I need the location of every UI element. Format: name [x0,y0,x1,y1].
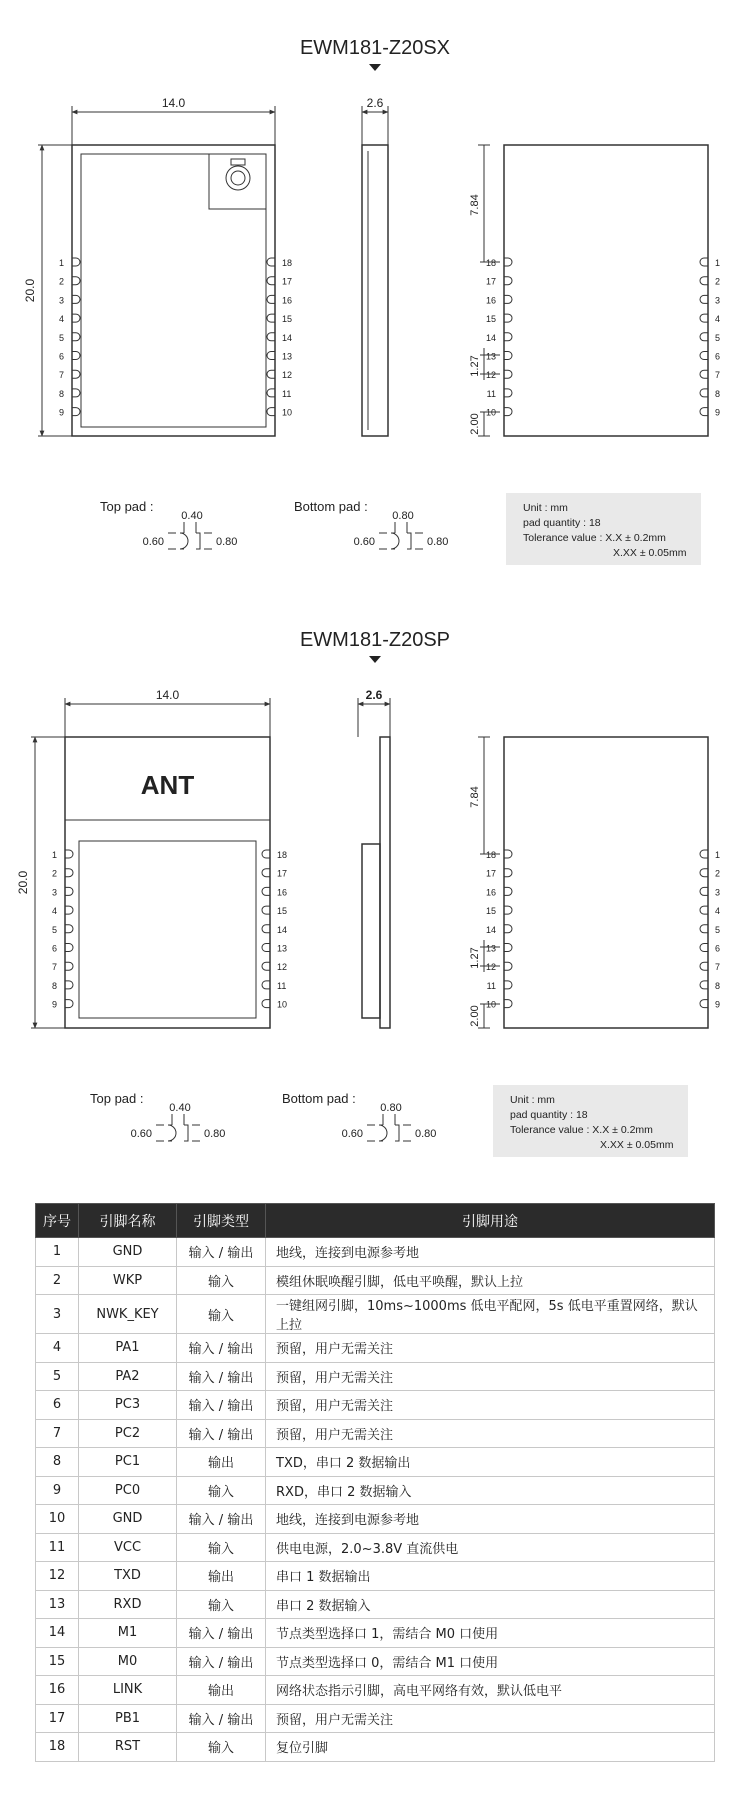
pin-pad [262,887,270,895]
model-title: EWM181-Z20SP [299,629,451,651]
info-quantity: pad quantity : 18 [510,1109,588,1121]
pin-pad [72,370,80,378]
thickness-label: 2.6 [366,96,384,110]
cell-pin-type: 输入 [177,1533,266,1562]
pin-number: 8 [51,980,57,991]
cell-pin-type: 输入 [177,1295,266,1334]
pin-pad [72,295,80,303]
cell-pin-usage: 预留，用户无需关注 [266,1391,715,1420]
pin-pad [65,906,73,914]
info-unit: Unit : mm [523,502,568,514]
pin-pad [700,981,708,989]
cell-index: 18 [36,1733,79,1762]
pin-pad [700,925,708,933]
pin-pad [65,925,73,933]
pin-pad [65,981,73,989]
cell-pin-name: GND [79,1238,177,1267]
cell-pin-name: M1 [79,1619,177,1648]
info-tolerance-1: Tolerance value : X.X ± 0.2mm [523,532,666,544]
pin-number: 15 [277,906,288,917]
table-row [36,1647,715,1676]
cell-pin-usage: 串口 2 数据输入 [266,1590,715,1619]
header-pin-usage: 引脚用途 [266,1204,715,1238]
pin-number: 6 [51,943,57,954]
pin-number: 13 [485,351,496,362]
pin-number: 10 [282,407,293,418]
pin-number: 12 [282,370,293,381]
pin-pad [504,925,512,933]
pin-pad [700,944,708,952]
pin-number: 15 [282,314,293,325]
pin-number: 1 [715,258,721,268]
pin-number: 10 [485,999,496,1010]
cell-pin-usage: 模组休眠唤醒引脚，低电平唤醒，默认上拉 [266,1266,715,1295]
pin-pad [72,333,80,341]
side-component [362,844,380,1018]
pin-pad [700,314,708,322]
bottom-pad-label: Bottom pad : [282,1091,356,1106]
table-row [36,1238,715,1267]
pin-pad [65,869,73,877]
pad-left-dim: 0.60 [142,536,164,548]
pad-right-dim: 0.80 [427,536,449,548]
cell-index: 2 [36,1266,79,1295]
pin-pad [262,850,270,858]
cell-pin-usage: 网络状态指示引脚，高电平网络有效，默认低电平 [266,1676,715,1705]
antenna-connector [209,154,266,209]
pin-number: 12 [485,962,496,973]
pin-pad [72,389,80,397]
table-row [36,1505,715,1534]
cell-index: 5 [36,1362,79,1391]
pin-number: 1 [58,258,64,268]
pin-number: 16 [485,887,496,898]
table-row [36,1295,715,1334]
pin-number: 1 [715,850,721,860]
pin-pad [504,944,512,952]
cell-index: 11 [36,1533,79,1562]
width-label: 14.0 [155,688,180,702]
pin-number: 6 [715,351,721,362]
pin-pad [504,869,512,877]
pin-number: 10 [485,407,496,418]
pad-right-dim: 0.80 [216,536,238,548]
cell-pin-name: PA1 [79,1334,177,1363]
pad-right-dim: 0.80 [204,1128,226,1140]
pin-table [35,1203,715,1762]
top-pad-label: Top pad : [100,499,154,514]
pin-number: 18 [485,850,496,860]
pin-number: 14 [277,924,288,935]
table-row [36,1362,715,1391]
pin-number: 16 [485,295,496,306]
pin-number: 17 [485,868,496,879]
pin-pad [504,258,512,266]
pin-pad [700,352,708,360]
cell-pin-name: PB1 [79,1704,177,1733]
cell-index: 17 [36,1704,79,1733]
pin-pad [267,389,275,397]
pin-pad [700,389,708,397]
cell-pin-name: WKP [79,1266,177,1295]
dim-127-label: 1.27 [469,355,481,377]
pin-pad [65,1000,73,1008]
pad-shape [391,533,399,549]
cell-pin-type: 输入 / 输出 [177,1647,266,1676]
cell-index: 4 [36,1334,79,1363]
pin-pad [267,258,275,266]
top-pad-label: Top pad : [90,1091,144,1106]
pad-width-label: 0.40 [169,1102,191,1114]
cell-pin-type: 输入 / 输出 [177,1334,266,1363]
cell-pin-usage: TXD，串口 2 数据输出 [266,1448,715,1477]
pad-shape [184,1125,188,1141]
pin-pad [65,962,73,970]
pin-pad [267,333,275,341]
cell-pin-usage: 供电电源，2.0~3.8V 直流供电 [266,1533,715,1562]
cell-index: 7 [36,1419,79,1448]
pin-number: 11 [282,388,292,399]
cell-pin-name: PC3 [79,1391,177,1420]
cell-pin-type: 输入 [177,1590,266,1619]
pin-pad [504,1000,512,1008]
table-row [36,1590,715,1619]
pin-number: 9 [715,407,721,418]
pin-number: 9 [715,999,721,1010]
cell-pin-name: TXD [79,1562,177,1591]
table-row [36,1419,715,1448]
cell-pin-name: PC1 [79,1448,177,1477]
pin-number: 5 [715,924,721,935]
cell-pin-type: 输入 / 输出 [177,1238,266,1267]
side-outline [362,145,388,436]
cell-index: 8 [36,1448,79,1477]
pin-pad [504,887,512,895]
pin-pad [700,850,708,858]
table-row [36,1704,715,1733]
cell-pin-name: VCC [79,1533,177,1562]
title-arrow-icon [369,656,381,663]
pin-number: 6 [715,943,721,954]
pin-pad [700,869,708,877]
table-row [36,1676,715,1705]
pin-number: 3 [58,295,64,306]
ant-label: ANT [140,770,195,800]
pin-number: 18 [485,258,496,268]
pin-pad [504,352,512,360]
pin-number: 6 [58,351,64,362]
pin-number: 3 [51,887,57,898]
pin-number: 14 [282,332,293,343]
table-row [36,1391,715,1420]
cell-pin-name: RST [79,1733,177,1762]
cell-pin-usage: 地线，连接到电源参考地 [266,1238,715,1267]
bottom-outline [504,145,708,436]
side-outline [380,737,390,1028]
pin-number: 8 [715,980,721,991]
info-quantity: pad quantity : 18 [523,517,601,529]
pin-pad [72,277,80,285]
pin-pad [700,258,708,266]
pin-number: 4 [51,906,57,917]
pin-number: 7 [715,370,721,381]
cell-pin-usage: 预留，用户无需关注 [266,1362,715,1391]
pin-number: 15 [485,906,496,917]
header-pin-name: 引脚名称 [79,1204,177,1238]
cell-index: 1 [36,1238,79,1267]
pin-pad [65,887,73,895]
module-drawing-2 [16,629,720,1157]
pin-number: 18 [277,850,288,860]
pad-left-dim: 0.60 [130,1128,152,1140]
dim-784-label: 7.84 [469,194,481,216]
pin-pad [700,906,708,914]
dim-784-label: 7.84 [469,786,481,808]
pin-number: 2 [715,276,721,287]
cell-pin-type: 输出 [177,1562,266,1591]
pin-number: 8 [715,388,721,399]
pin-number: 16 [282,295,293,306]
module-drawing-1 [23,37,720,565]
pad-shape [379,1125,387,1141]
cell-pin-name: PA2 [79,1362,177,1391]
pin-pad [504,962,512,970]
cell-pin-usage: 预留，用户无需关注 [266,1419,715,1448]
pin-number: 9 [58,407,64,418]
cell-index: 6 [36,1391,79,1420]
pin-pad [262,981,270,989]
cell-pin-name: RXD [79,1590,177,1619]
pin-pad [267,408,275,416]
pin-pad [267,314,275,322]
model-title: EWM181-Z20SX [299,37,451,59]
cell-index: 14 [36,1619,79,1648]
table-row [36,1562,715,1591]
pad-shape [180,533,188,549]
cell-pin-usage: 预留，用户无需关注 [266,1704,715,1733]
cell-pin-usage: 预留，用户无需关注 [266,1334,715,1363]
cell-pin-usage: 节点类型选择口 0，需结合 M1 口使用 [266,1647,715,1676]
cell-index: 12 [36,1562,79,1591]
pin-number: 9 [51,999,57,1010]
cell-index: 15 [36,1647,79,1676]
pad-shape [196,533,200,549]
pin-number: 11 [486,388,496,399]
pin-number: 2 [51,868,57,879]
pin-pad [700,887,708,895]
pin-number: 12 [485,370,496,381]
bottom-outline [504,737,708,1028]
height-label: 20.0 [23,278,37,303]
pin-pad [504,981,512,989]
pin-pad [267,352,275,360]
cell-pin-usage: RXD，串口 2 数据输入 [266,1476,715,1505]
pin-pad [72,258,80,266]
pin-number: 7 [58,370,64,381]
pin-pad [262,925,270,933]
pin-pad [72,352,80,360]
pin-pad [700,370,708,378]
cell-pin-usage: 地线，连接到电源参考地 [266,1505,715,1534]
cell-pin-type: 输入 / 输出 [177,1419,266,1448]
pin-number: 5 [715,332,721,343]
cell-pin-type: 输入 / 输出 [177,1619,266,1648]
cell-pin-name: PC0 [79,1476,177,1505]
pad-width-label: 0.40 [181,510,203,522]
pin-number: 12 [277,962,288,973]
cell-pin-usage: 串口 1 数据输出 [266,1562,715,1591]
pin-pad [65,850,73,858]
dim-200-label: 2.00 [469,1005,481,1027]
pin-number: 17 [485,276,496,287]
pin-pad [504,370,512,378]
cell-pin-usage: 复位引脚 [266,1733,715,1762]
cell-pin-name: GND [79,1505,177,1534]
cell-pin-type: 输出 [177,1676,266,1705]
cell-pin-type: 输入 / 输出 [177,1391,266,1420]
dim-200-label: 2.00 [469,413,481,435]
pin-number: 13 [485,943,496,954]
pin-pad [65,944,73,952]
pin-number: 11 [486,980,496,991]
pad-right-dim: 0.80 [415,1128,437,1140]
pin-pad [262,869,270,877]
pin-pad [262,962,270,970]
header-index: 序号 [36,1204,79,1238]
table-row [36,1266,715,1295]
pin-number: 2 [715,868,721,879]
pin-number: 10 [277,999,288,1010]
info-unit: Unit : mm [510,1094,555,1106]
pad-shape [395,1125,399,1141]
pin-pad [700,333,708,341]
height-label: 20.0 [16,870,30,895]
pin-number: 18 [282,258,293,268]
pin-number: 14 [485,924,496,935]
cell-pin-usage: 一键组网引脚，10ms~1000ms 低电平配网，5s 低电平重置网络，默认上拉 [266,1295,715,1334]
pad-shape [168,1125,176,1141]
table-row [36,1448,715,1477]
pin-number: 16 [277,887,288,898]
pin-pad [700,962,708,970]
cell-pin-name: LINK [79,1676,177,1705]
pin-pad [504,333,512,341]
pin-number: 3 [715,887,721,898]
info-tolerance-2: X.XX ± 0.05mm [613,547,687,559]
cell-pin-name: PC2 [79,1419,177,1448]
cell-pin-type: 输入 / 输出 [177,1505,266,1534]
cell-index: 16 [36,1676,79,1705]
pin-number: 8 [58,388,64,399]
cell-pin-type: 输入 / 输出 [177,1704,266,1733]
pad-left-dim: 0.60 [353,536,375,548]
cell-pin-type: 输入 [177,1733,266,1762]
cell-pin-type: 输入 / 输出 [177,1362,266,1391]
pin-number: 17 [282,276,293,287]
pin-number: 4 [715,906,721,917]
cell-pin-type: 输入 [177,1476,266,1505]
dim-127-label: 1.27 [469,947,481,969]
table-row [36,1619,715,1648]
pin-pad [504,389,512,397]
pin-number: 5 [58,332,64,343]
table-row [36,1733,715,1762]
pin-number: 13 [282,351,293,362]
cell-pin-name: NWK_KEY [79,1295,177,1334]
pin-number: 1 [51,850,57,860]
thickness-label: 2.6 [365,688,383,702]
pad-left-dim: 0.60 [341,1128,363,1140]
pin-number: 7 [51,962,57,973]
pin-pad [504,277,512,285]
cell-index: 3 [36,1295,79,1334]
pin-pad [72,408,80,416]
width-label: 14.0 [161,96,186,110]
pin-number: 3 [715,295,721,306]
pin-number: 15 [485,314,496,325]
pin-number: 13 [277,943,288,954]
pin-pad [700,1000,708,1008]
pin-pad [72,314,80,322]
pad-width-label: 0.80 [380,1102,402,1114]
pin-number: 14 [485,332,496,343]
pin-number: 17 [277,868,288,879]
pin-number: 11 [277,980,287,991]
pin-pad [700,295,708,303]
pin-pad [504,314,512,322]
pad-width-label: 0.80 [392,510,414,522]
cell-pin-type: 输入 [177,1266,266,1295]
pin-pad [700,277,708,285]
pin-pad [262,944,270,952]
pin-number: 4 [715,314,721,325]
cell-index: 10 [36,1505,79,1534]
pin-pad [504,295,512,303]
pin-pad [262,906,270,914]
info-tolerance-1: Tolerance value : X.X ± 0.2mm [510,1124,653,1136]
pin-number: 5 [51,924,57,935]
cell-pin-name: M0 [79,1647,177,1676]
pin-pad [267,295,275,303]
pin-pad [262,1000,270,1008]
cell-index: 9 [36,1476,79,1505]
info-tolerance-2: X.XX ± 0.05mm [600,1139,674,1151]
table-row [36,1334,715,1363]
pin-pad [267,277,275,285]
header-pin-type: 引脚类型 [177,1204,266,1238]
pad-shape [407,533,411,549]
table-row [36,1533,715,1562]
bottom-pad-label: Bottom pad : [294,499,368,514]
cell-index: 13 [36,1590,79,1619]
pin-number: 2 [58,276,64,287]
pin-table-header [36,1204,715,1238]
pin-number: 7 [715,962,721,973]
cell-pin-usage: 节点类型选择口 1，需结合 M0 口使用 [266,1619,715,1648]
pin-pad [504,408,512,416]
shield-outline [79,841,256,1018]
title-arrow-icon [369,64,381,71]
table-row [36,1476,715,1505]
pin-number: 4 [58,314,64,325]
cell-pin-type: 输出 [177,1448,266,1477]
pin-pad [700,408,708,416]
pin-pad [504,906,512,914]
pin-pad [267,370,275,378]
pin-pad [504,850,512,858]
